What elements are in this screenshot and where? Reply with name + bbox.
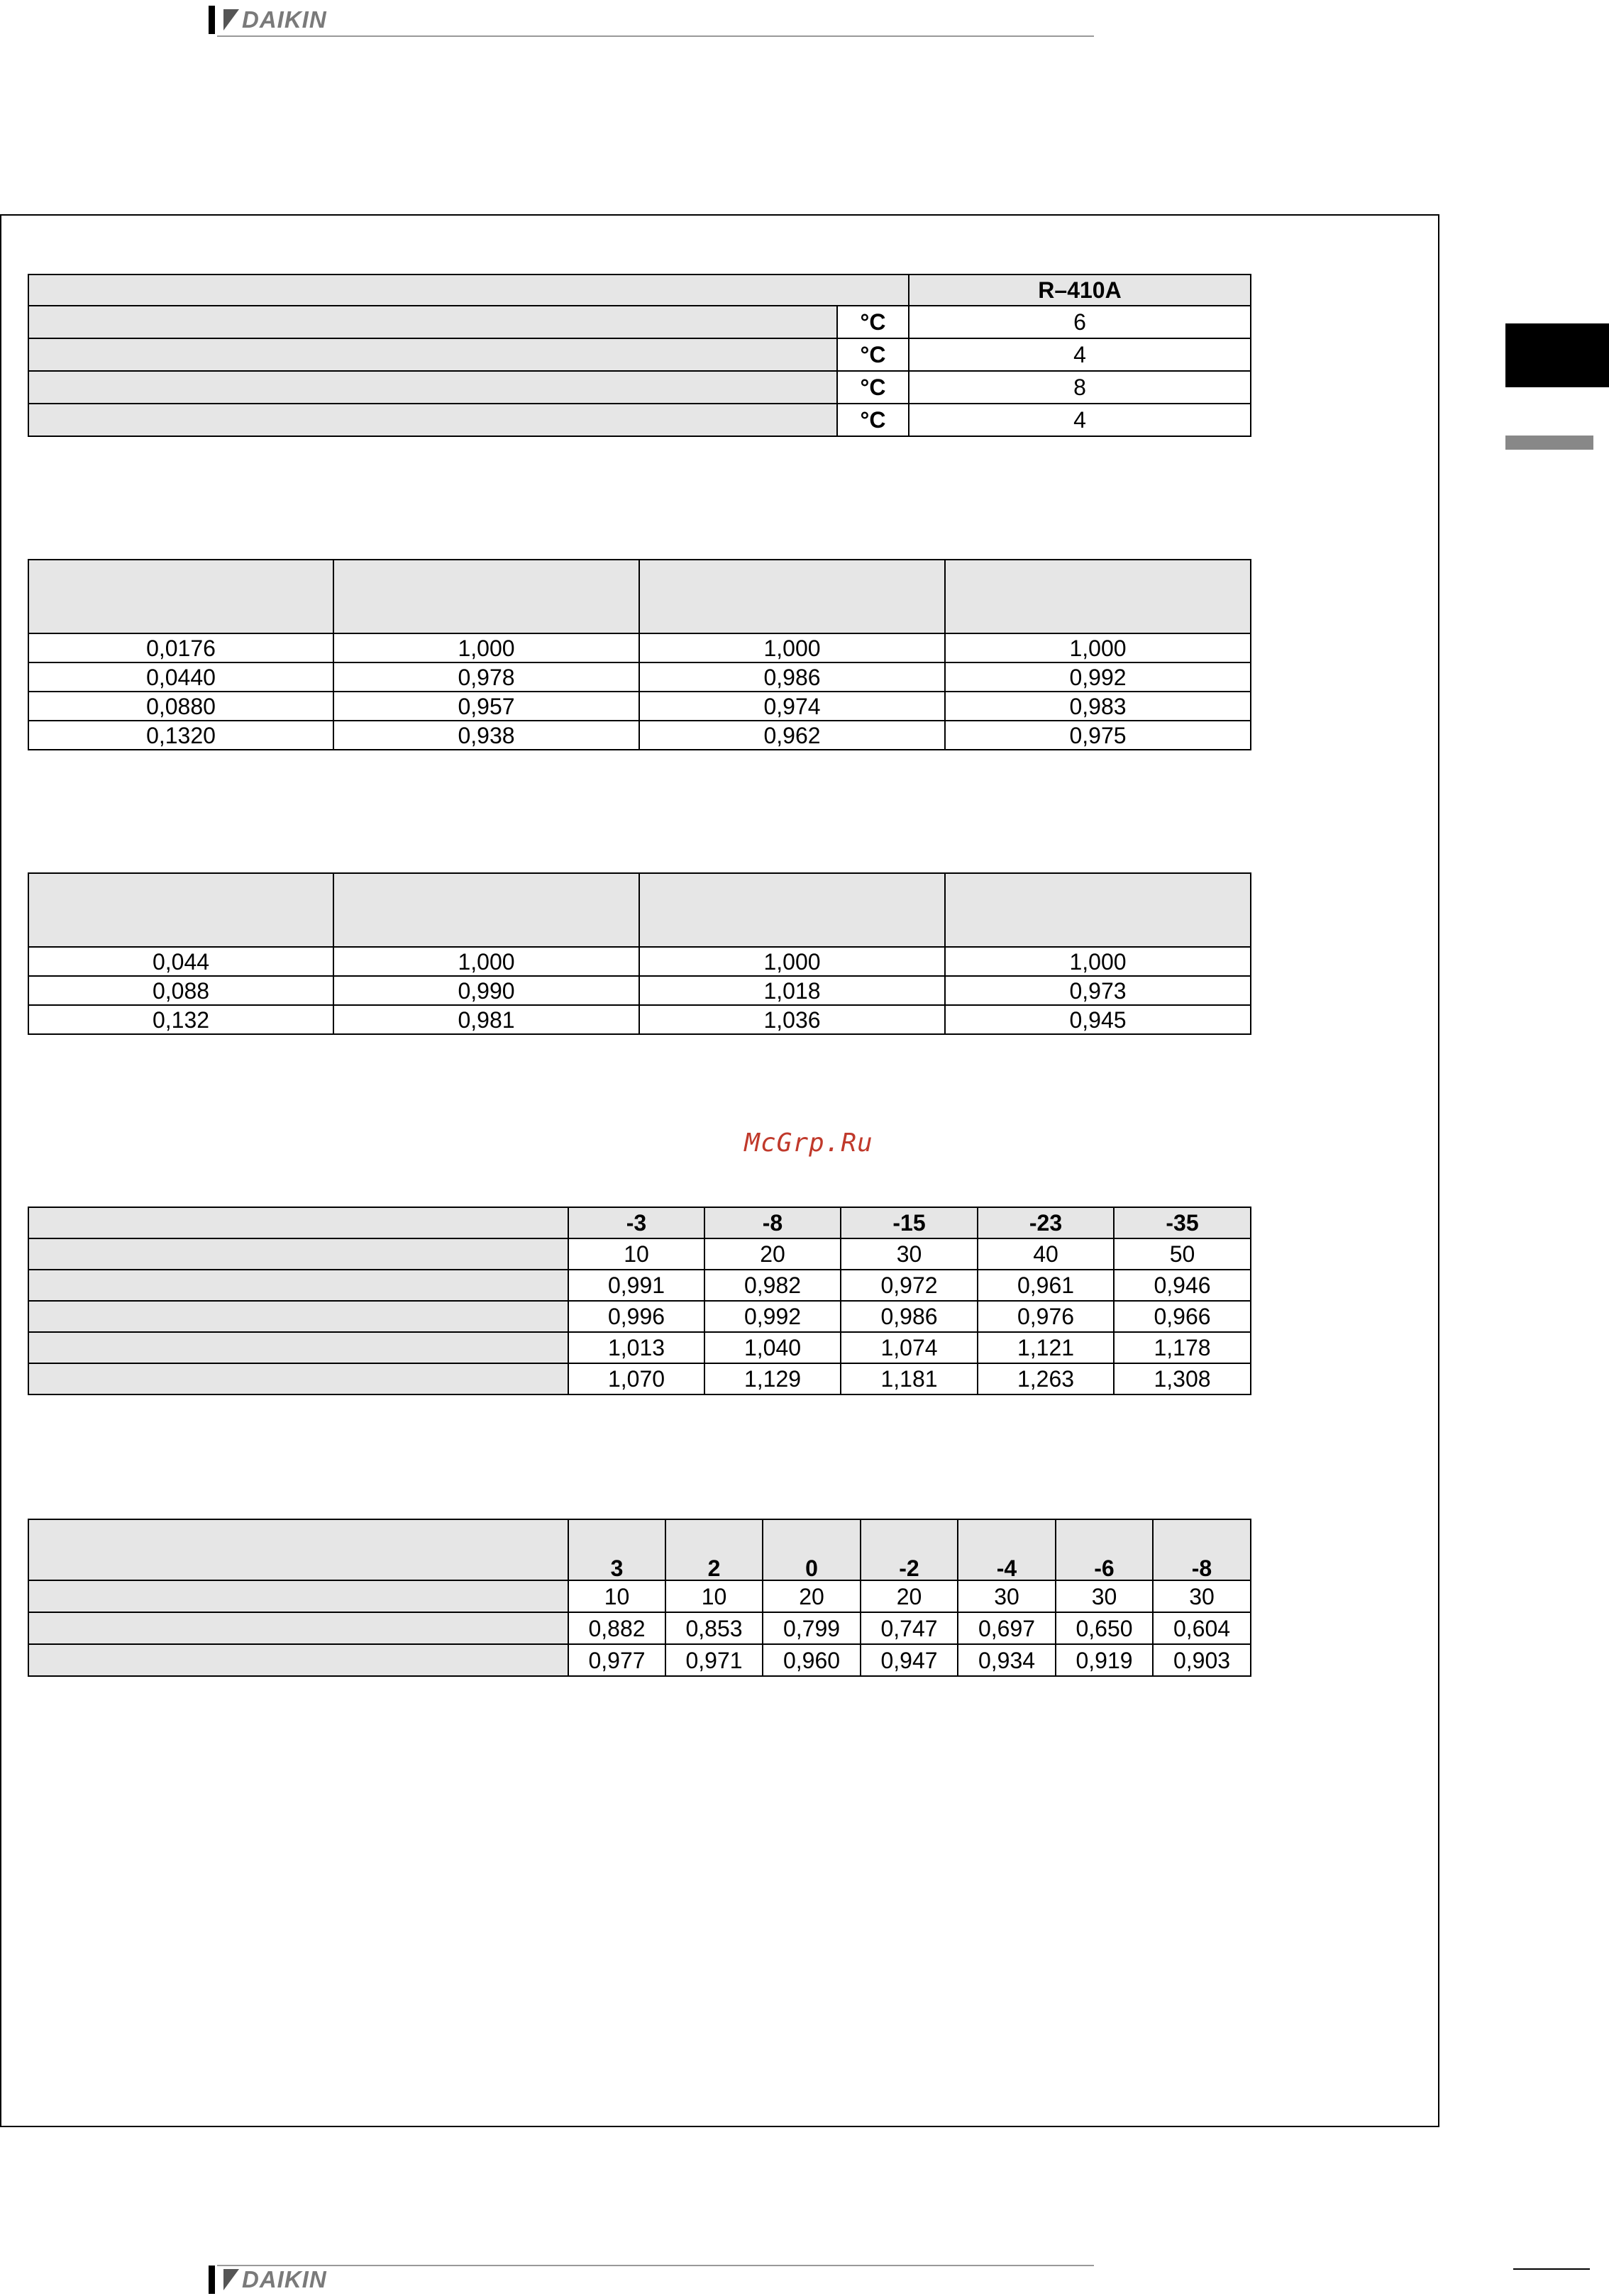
value-cell: 4 bbox=[909, 338, 1251, 371]
row-label-cell bbox=[28, 1363, 568, 1394]
row-label-cell bbox=[28, 306, 837, 338]
header-cell bbox=[333, 873, 639, 947]
table-cell: 0,132 bbox=[28, 1005, 333, 1034]
row-label-cell bbox=[28, 1270, 568, 1301]
footer-rule bbox=[217, 2265, 1094, 2266]
table-cell: 0,981 bbox=[333, 1005, 639, 1034]
header-cell bbox=[945, 560, 1251, 633]
row-label-cell bbox=[28, 1644, 568, 1676]
table-cell: 0,088 bbox=[28, 976, 333, 1005]
row-label-cell bbox=[28, 1580, 568, 1612]
table-cell: 0,986 bbox=[639, 662, 945, 692]
table-cell: 0,945 bbox=[945, 1005, 1251, 1034]
table-cell: 20 bbox=[704, 1238, 841, 1270]
table-cell: 1,000 bbox=[945, 633, 1251, 662]
column-header: -15 bbox=[841, 1207, 978, 1238]
header-cell bbox=[28, 873, 333, 947]
table-cell: 0,0176 bbox=[28, 633, 333, 662]
header-cell bbox=[639, 560, 945, 633]
watermark: McGrp.Ru bbox=[744, 1128, 873, 1158]
row-label-cell bbox=[28, 1238, 568, 1270]
table-cell: 1,121 bbox=[978, 1332, 1114, 1363]
table-cell: 1,129 bbox=[704, 1363, 841, 1394]
logo-bar bbox=[209, 6, 215, 34]
table-cell: 40 bbox=[978, 1238, 1114, 1270]
header-logo bbox=[209, 6, 327, 34]
table-cell: 0,974 bbox=[639, 692, 945, 721]
table-cell: 1,181 bbox=[841, 1363, 978, 1394]
table-header-cell bbox=[28, 274, 909, 306]
column-header: -35 bbox=[1114, 1207, 1251, 1238]
value-cell: 6 bbox=[909, 306, 1251, 338]
temperature-table bbox=[28, 1207, 1251, 1395]
table-cell: 1,036 bbox=[639, 1005, 945, 1034]
table-cell: 0,973 bbox=[945, 976, 1251, 1005]
column-header: -2 bbox=[861, 1519, 958, 1580]
daikin-logo-icon bbox=[223, 2269, 239, 2290]
table-cell: 0,1320 bbox=[28, 721, 333, 750]
table-cell: 1,178 bbox=[1114, 1332, 1251, 1363]
table-cell: 0,996 bbox=[568, 1301, 704, 1332]
content-frame bbox=[0, 214, 1439, 2127]
table-cell: 0,983 bbox=[945, 692, 1251, 721]
header-label-cell bbox=[28, 1207, 568, 1238]
table-cell: 10 bbox=[568, 1238, 704, 1270]
footer-logo bbox=[209, 2266, 327, 2294]
row-label-cell bbox=[28, 1612, 568, 1644]
row-label-cell bbox=[28, 404, 837, 436]
column-header: -6 bbox=[1056, 1519, 1153, 1580]
table-cell: 0,957 bbox=[333, 692, 639, 721]
table-cell: 0,0440 bbox=[28, 662, 333, 692]
daikin-logo-icon bbox=[223, 9, 239, 30]
refrigerant-header: R–410A bbox=[909, 274, 1251, 306]
table-cell: 0,978 bbox=[333, 662, 639, 692]
pressure-table bbox=[28, 1519, 1251, 1677]
table-cell: 1,000 bbox=[333, 947, 639, 976]
column-header: 2 bbox=[665, 1519, 763, 1580]
row-label-cell bbox=[28, 1301, 568, 1332]
table-cell: 0,919 bbox=[1056, 1644, 1153, 1676]
table-cell: 0,991 bbox=[568, 1270, 704, 1301]
table-cell: 20 bbox=[861, 1580, 958, 1612]
header-cell bbox=[945, 873, 1251, 947]
row-label-cell bbox=[28, 1332, 568, 1363]
table-cell: 0,962 bbox=[639, 721, 945, 750]
value-cell: 8 bbox=[909, 371, 1251, 404]
section-tab-bar bbox=[1505, 436, 1593, 450]
table-cell: 0,747 bbox=[861, 1612, 958, 1644]
page-number-rule bbox=[1513, 2268, 1590, 2270]
unit-cell: °C bbox=[837, 371, 909, 404]
table-cell: 0,799 bbox=[763, 1612, 861, 1644]
column-header: 0 bbox=[763, 1519, 861, 1580]
table-cell: 0,946 bbox=[1114, 1270, 1251, 1301]
table-cell: 1,000 bbox=[333, 633, 639, 662]
correction-table-1 bbox=[28, 559, 1251, 750]
column-header: -8 bbox=[704, 1207, 841, 1238]
table-cell: 30 bbox=[841, 1238, 978, 1270]
table-cell: 30 bbox=[1153, 1580, 1251, 1612]
table-cell: 1,018 bbox=[639, 976, 945, 1005]
header-logo-text: DAIKIN bbox=[242, 6, 327, 33]
column-header: 3 bbox=[568, 1519, 665, 1580]
table-cell: 0,697 bbox=[958, 1612, 1056, 1644]
table-cell: 0,604 bbox=[1153, 1612, 1251, 1644]
footer-logo-text: DAIKIN bbox=[242, 2266, 327, 2292]
unit-cell: °C bbox=[837, 306, 909, 338]
table-cell: 10 bbox=[568, 1580, 665, 1612]
table-cell: 0,976 bbox=[978, 1301, 1114, 1332]
correction-table-2 bbox=[28, 872, 1251, 1035]
section-tab-marker bbox=[1505, 323, 1609, 387]
row-label-cell bbox=[28, 338, 837, 371]
column-header: -3 bbox=[568, 1207, 704, 1238]
table-cell: 0,992 bbox=[704, 1301, 841, 1332]
logo-bar bbox=[209, 2266, 215, 2294]
unit-cell: °C bbox=[837, 338, 909, 371]
table-cell: 1,308 bbox=[1114, 1363, 1251, 1394]
table-cell: 0,992 bbox=[945, 662, 1251, 692]
table-cell: 1,070 bbox=[568, 1363, 704, 1394]
table-cell: 10 bbox=[665, 1580, 763, 1612]
header-cell bbox=[28, 560, 333, 633]
table-cell: 0,938 bbox=[333, 721, 639, 750]
table-cell: 0,853 bbox=[665, 1612, 763, 1644]
header-cell bbox=[333, 560, 639, 633]
table-cell: 1,013 bbox=[568, 1332, 704, 1363]
column-header: -23 bbox=[978, 1207, 1114, 1238]
table-cell: 20 bbox=[763, 1580, 861, 1612]
refrigerant-table bbox=[28, 274, 1251, 437]
column-header: -4 bbox=[958, 1519, 1056, 1580]
table-cell: 1,074 bbox=[841, 1332, 978, 1363]
header-cell bbox=[639, 873, 945, 947]
table-cell: 1,263 bbox=[978, 1363, 1114, 1394]
table-cell: 50 bbox=[1114, 1238, 1251, 1270]
table-cell: 1,000 bbox=[945, 947, 1251, 976]
table-cell: 0,986 bbox=[841, 1301, 978, 1332]
table-cell: 0,966 bbox=[1114, 1301, 1251, 1332]
table-cell: 30 bbox=[1056, 1580, 1153, 1612]
header-label-cell bbox=[28, 1519, 568, 1580]
table-cell: 0,971 bbox=[665, 1644, 763, 1676]
unit-cell: °C bbox=[837, 404, 909, 436]
table-cell: 0,0880 bbox=[28, 692, 333, 721]
table-cell: 1,000 bbox=[639, 633, 945, 662]
value-cell: 4 bbox=[909, 404, 1251, 436]
header-rule bbox=[217, 35, 1094, 37]
table-cell: 0,961 bbox=[978, 1270, 1114, 1301]
table-cell: 0,947 bbox=[861, 1644, 958, 1676]
table-cell: 0,982 bbox=[704, 1270, 841, 1301]
table-cell: 0,960 bbox=[763, 1644, 861, 1676]
table-cell: 0,972 bbox=[841, 1270, 978, 1301]
table-cell: 0,977 bbox=[568, 1644, 665, 1676]
table-cell: 0,975 bbox=[945, 721, 1251, 750]
table-cell: 0,882 bbox=[568, 1612, 665, 1644]
table-cell: 1,000 bbox=[639, 947, 945, 976]
table-cell: 0,044 bbox=[28, 947, 333, 976]
table-cell: 0,650 bbox=[1056, 1612, 1153, 1644]
row-label-cell bbox=[28, 371, 837, 404]
table-cell: 0,990 bbox=[333, 976, 639, 1005]
table-cell: 0,903 bbox=[1153, 1644, 1251, 1676]
table-cell: 0,934 bbox=[958, 1644, 1056, 1676]
table-cell: 1,040 bbox=[704, 1332, 841, 1363]
column-header: -8 bbox=[1153, 1519, 1251, 1580]
table-cell: 30 bbox=[958, 1580, 1056, 1612]
